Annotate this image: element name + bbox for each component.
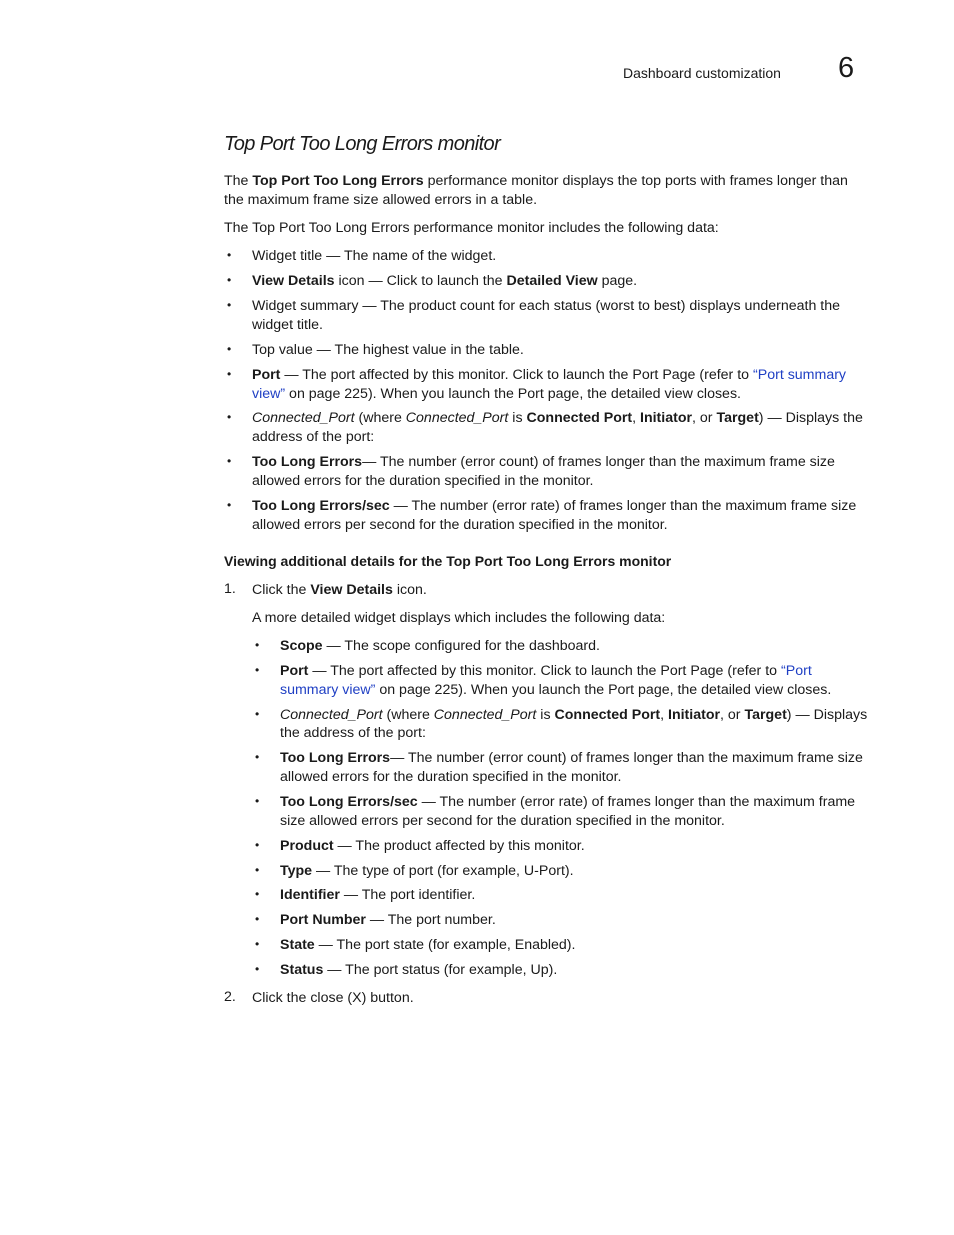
list-item-scope: Scope — The scope configured for the dashboard. <box>280 638 600 654</box>
list-item-status: Status — The port status (for example, Up). <box>280 962 558 978</box>
bullet: • <box>227 298 232 312</box>
step-1-description: A more detailed widget displays which includes the following data: <box>252 610 666 626</box>
step-number: 1. <box>224 581 236 597</box>
bullet: • <box>255 750 260 764</box>
step-2-text: Click the close (X) button. <box>252 990 414 1006</box>
list-item-too-long-errors-sec: Too Long Errors/sec — The number (error rate) of frames longer than the maximum frame size <box>252 498 857 514</box>
list-item-port-number: Port Number — The port number. <box>280 912 496 928</box>
bullet: • <box>227 248 232 262</box>
intro-paragraph-2: The Top Port Too Long Errors performance monitor includes the following data: <box>224 220 719 236</box>
list-item-too-long-errors-sec-cont: allowed errors per second for the duration specified in the monitor. <box>252 517 668 533</box>
bullet: • <box>255 937 260 951</box>
bullet: • <box>227 273 232 287</box>
list-item-product: Product — The product affected by this monitor. <box>280 838 585 854</box>
list-item-too-long-errors-sec: Too Long Errors/sec — The number (error rate) of frames longer than the maximum frame <box>280 794 856 810</box>
list-item-view-details: View Details icon — Click to launch the Detailed View page. <box>252 273 638 289</box>
bullet: • <box>255 794 260 808</box>
step-1-text: Click the View Details icon. <box>252 582 427 598</box>
list-item-top-value: Top value — The highest value in the table. <box>252 342 524 358</box>
bullet: • <box>255 962 260 976</box>
list-item-connected-port-cont: the address of the port: <box>280 725 426 741</box>
list-item-widget-summary-cont: widget title. <box>252 317 323 333</box>
list-item-port: Port — The port affected by this monitor. Click to launch the Port Page (refer to “Port <box>280 663 812 679</box>
list-item-connected-port: Connected_Port (where Connected_Port is Connected Port, Initiator, or Target) — Displays <box>280 707 868 723</box>
step-number: 2. <box>224 989 236 1005</box>
list-item-port-cont: view” on page 225). When you launch the Port page, the detailed view closes. <box>252 386 741 402</box>
port-summary-view-link[interactable]: “Port summary <box>753 367 847 383</box>
bullet: • <box>255 838 260 852</box>
list-item-connected-port: Connected_Port (where Connected_Port is Connected Port, Initiator, or Target) — Displays the <box>252 410 863 426</box>
list-item-too-long-errors-sec-cont: size allowed errors per second for the duration specified in the monitor. <box>280 813 725 829</box>
list-item-identifier: Identifier — The port identifier. <box>280 887 476 903</box>
list-item-port: Port — The port affected by this monitor. Click to launch the Port Page (refer to “Port summary <box>252 367 847 383</box>
running-header-title: Dashboard customization <box>623 65 781 81</box>
section-heading: Top Port Too Long Errors monitor <box>224 133 501 155</box>
port-summary-view-link[interactable]: view” <box>252 386 286 402</box>
port-summary-view-link[interactable]: summary view” <box>280 682 376 698</box>
list-item-widget-title: Widget title — The name of the widget. <box>252 248 497 264</box>
bullet: • <box>227 342 232 356</box>
bullet: • <box>255 887 260 901</box>
port-summary-view-link[interactable]: “Port <box>781 663 812 679</box>
bullet: • <box>227 498 232 512</box>
bullet: • <box>255 638 260 652</box>
intro-paragraph-line-2: the maximum frame size allowed errors in a table. <box>224 192 538 208</box>
chapter-number: 6 <box>838 52 855 84</box>
bullet: • <box>255 863 260 877</box>
bullet: • <box>227 454 232 468</box>
list-item-too-long-errors: Too Long Errors— The number (error count) of frames longer than the maximum frame size <box>252 454 835 470</box>
list-item-state: State — The port state (for example, Enabled). <box>280 937 576 953</box>
list-item-port-cont: summary view” on page 225). When you launch the Port page, the detailed view closes. <box>280 682 832 698</box>
list-item-type: Type — The type of port (for example, U-Port). <box>280 863 574 879</box>
bullet: • <box>227 367 232 381</box>
bullet: • <box>255 663 260 677</box>
list-item-too-long-errors: Too Long Errors— The number (error count) of frames longer than the maximum frame size <box>280 750 863 766</box>
list-item-too-long-errors-cont: allowed errors for the duration specified in the monitor. <box>280 769 622 785</box>
bullet: • <box>255 912 260 926</box>
bullet: • <box>255 707 260 721</box>
list-item-connected-port-cont: address of the port: <box>252 429 375 445</box>
list-item-too-long-errors-cont: allowed errors for the duration specified in the monitor. <box>252 473 594 489</box>
list-item-widget-summary: Widget summary — The product count for each status (worst to best) displays underneath the <box>252 298 841 314</box>
intro-paragraph-line-1: The Top Port Too Long Errors performance monitor displays the top ports with frames longer than <box>224 173 848 189</box>
bullet: • <box>227 410 232 424</box>
procedure-heading: Viewing additional details for the Top Port Too Long Errors monitor <box>224 553 672 569</box>
